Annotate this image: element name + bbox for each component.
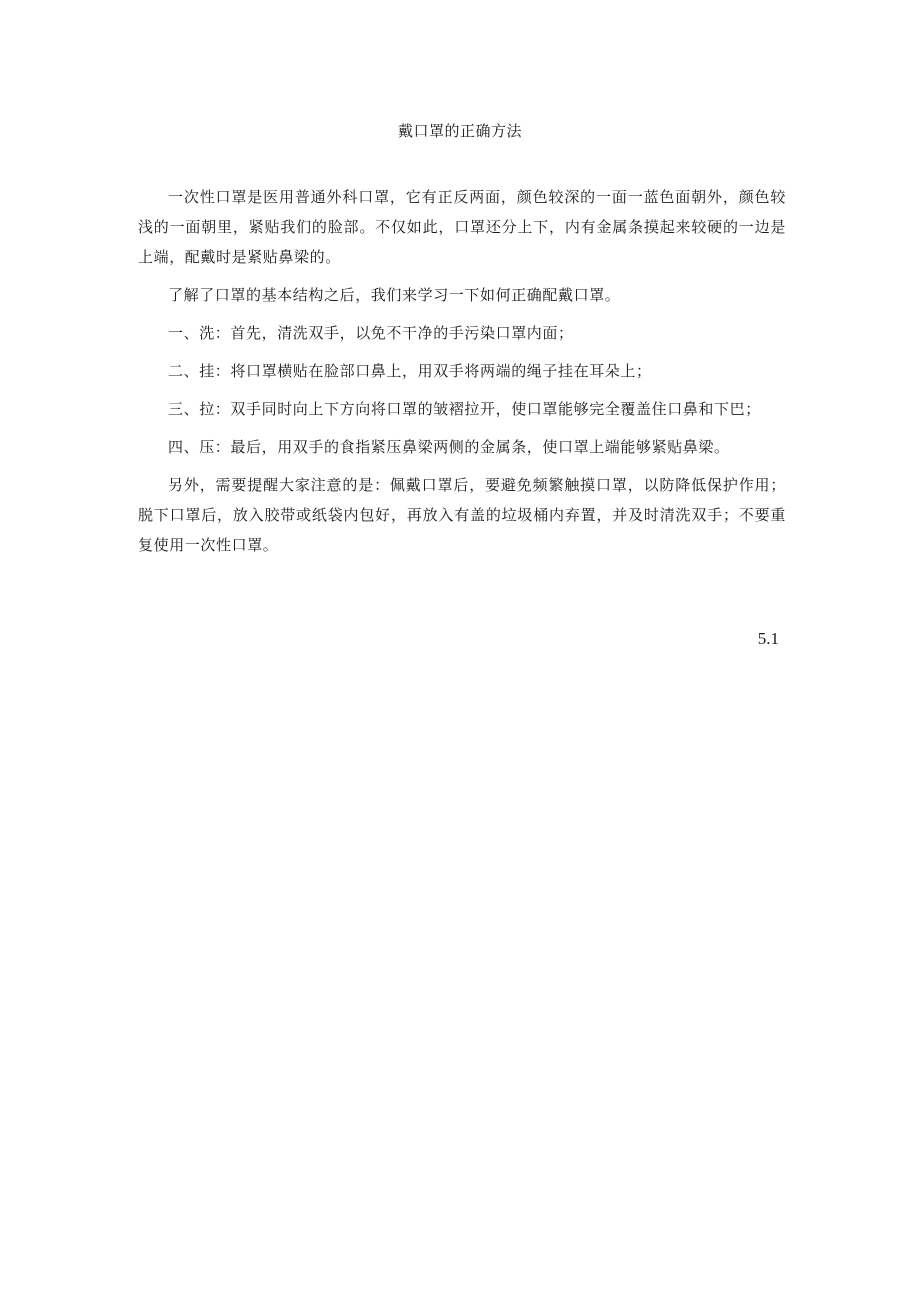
document-title: 戴口罩的正确方法 (397, 122, 522, 140)
paragraph-step-press: 四、压：最后，用双手的食指紧压鼻梁两侧的金属条，使口罩上端能够紧贴鼻梁。 (168, 438, 730, 456)
document-body (138, 182, 786, 568)
paragraph-transition: 了解了口罩的基本结构之后，我们来学习一下如何正确配戴口罩。 (168, 286, 621, 304)
paragraph-step-pull: 三、拉：双手同时向上下方向将口罩的皱褶拉开，使口罩能够完全覆盖住口鼻和下巴； (168, 400, 761, 418)
paragraph-intro: 一次性口罩是医用普通外科口罩，它有正反两面，颜色较深的一面一蓝色面朝外，颜色较浅的一面朝里，紧贴我们的脸部。不仅如此，口罩还分上下，内有金属条摸起来较硬的一边是上端，配戴时是紧贴鼻梁的。 (138, 188, 786, 266)
paragraph-notice: 另外，需要提醒大家注意的是：佩戴口罩后，要避免频繁触摸口罩，以防降低保护作用；脱下口罩后，放入胶带或纸袋内包好，再放入有盖的垃圾桶内弃置，并及时清洗双手；不要重复使用一次性口罩。 (138, 476, 786, 554)
page-number: 5.1 (757, 629, 779, 648)
paragraph-step-hang: 二、挂：将口罩横贴在脸部口鼻上，用双手将两端的绳子挂在耳朵上； (168, 362, 652, 380)
paragraph-step-wash: 一、洗：首先，清洗双手，以免不干净的手污染口罩内面； (168, 324, 574, 342)
